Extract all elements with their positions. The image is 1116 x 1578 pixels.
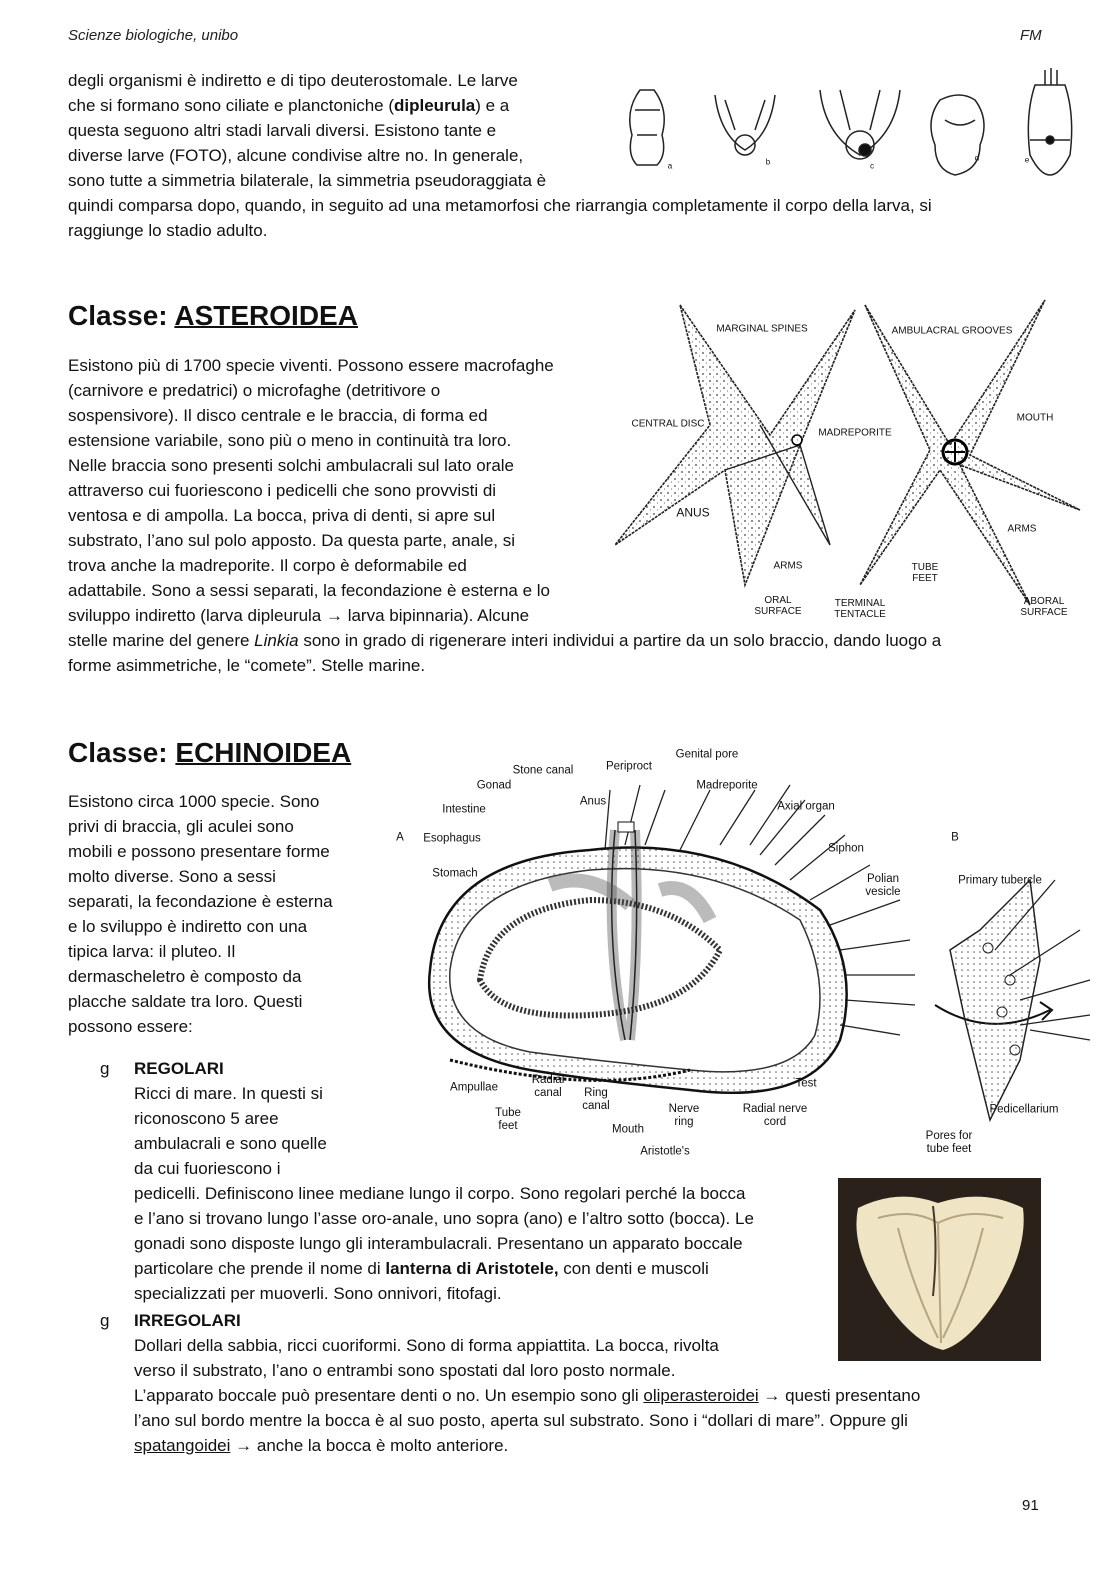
label-polian-vesicle: Polian vesicle bbox=[865, 873, 901, 898]
label-ambulacral-grooves: AMBULACRAL GROOVES bbox=[891, 325, 1013, 337]
echinoidea-paragraph bbox=[68, 789, 333, 1039]
text-line: dermascheletro è composto da bbox=[68, 967, 302, 986]
text-segment: particolare che prende il nome di bbox=[134, 1259, 386, 1278]
text-line: tipica larva: il pluteo. Il bbox=[68, 942, 236, 961]
text-line: quindi comparsa dopo, quando, in seguito ad una metamorfosi che riarrangia completamente il corpo della larva, si bbox=[68, 196, 932, 215]
label-genital-pore: Genital pore bbox=[675, 748, 739, 761]
text-line: privi di braccia, gli aculei sono bbox=[68, 817, 294, 836]
text-line: trova anche la madreporite. Il corpo è deformabile ed bbox=[68, 556, 467, 575]
page-number: 91 bbox=[1022, 1497, 1039, 1514]
text-line: specializzati per muoverli. Sono onnivori, fitofagi. bbox=[134, 1284, 502, 1303]
text-line: degli organismi è indiretto e di tipo deuterostomale. Le larve bbox=[68, 71, 518, 90]
label-axial-organ: Axial organ bbox=[777, 800, 835, 813]
label-primary-tubercle: Primary tubercle bbox=[958, 874, 1042, 887]
heading-class-name: ASTEROIDEA bbox=[174, 300, 358, 331]
text-line: Nelle braccia sono presenti solchi ambulacrali sul lato orale bbox=[68, 456, 515, 475]
label-marginal-spines: MARGINAL SPINES bbox=[716, 323, 808, 335]
label-tube-feet: TUBE FEET bbox=[911, 562, 939, 584]
text-line: da cui fuoriescono i bbox=[134, 1159, 281, 1178]
text-segment: ) e a bbox=[475, 96, 510, 115]
text-line: diverse larve (FOTO), alcune condivise altre no. In generale, bbox=[68, 146, 524, 165]
text-line: e lo sviluppo è indiretto con una bbox=[68, 917, 308, 936]
text-line: attraverso cui fuoriescono i pedicelli che sono provvisti di bbox=[68, 481, 497, 500]
label-madreporite: MADREPORITE bbox=[818, 427, 892, 439]
larva-label-b: b bbox=[765, 157, 771, 167]
heading-prefix: Classe: bbox=[68, 737, 176, 768]
text-line bbox=[134, 1256, 754, 1281]
text-line: l’ano sul bordo mentre la bocca è al suo posto, aperta sul substrato. Sono i “dollari di mare”. Oppure gli bbox=[134, 1411, 908, 1430]
aristotles-lantern-photo bbox=[838, 1178, 1041, 1361]
label-anus: ANUS bbox=[676, 505, 710, 520]
label-aboral-surface: ABORAL SURFACE bbox=[1020, 596, 1068, 618]
label-esophagus: Esophagus bbox=[423, 832, 481, 845]
text-line: molto diverse. Sono a sessi bbox=[68, 867, 276, 886]
list-item-title bbox=[68, 1308, 920, 1333]
label-pedicellarium: Pedicellarium bbox=[989, 1103, 1059, 1116]
text-segment: stelle marine del genere bbox=[68, 631, 255, 650]
larva-label-c: c bbox=[870, 161, 874, 171]
label-mouth: Mouth bbox=[612, 1123, 644, 1136]
underlined-term: spatangoidei bbox=[134, 1436, 231, 1455]
label-panel-a: A bbox=[396, 831, 404, 844]
label-intestine: Intestine bbox=[442, 803, 486, 816]
regolari-title: REGOLARI bbox=[134, 1059, 224, 1078]
text-segment: L’apparato boccale può presentare denti o no. Un esempio sono gli bbox=[134, 1386, 644, 1405]
label-pores-for-tube-feet: Pores for tube feet bbox=[925, 1130, 973, 1155]
bullet-icon: g bbox=[100, 1311, 110, 1330]
text-segment: sono in grado di rigenerare interi individui a partire da un solo braccio, dando luogo a bbox=[298, 631, 942, 650]
label-central-disc: CENTRAL DISC bbox=[631, 418, 705, 430]
text-line: adattabile. Sono a sessi separati, la fecondazione è esterna e lo bbox=[68, 581, 550, 600]
text-line: forme asimmetriche, le “comete”. Stelle marine. bbox=[68, 656, 426, 675]
label-stone-canal: Stone canal bbox=[512, 764, 574, 777]
underlined-term: oliperasteroidei bbox=[643, 1386, 759, 1405]
larva-label-a: a bbox=[667, 161, 673, 171]
sea-urchin-anatomy-figure bbox=[390, 740, 1110, 1160]
text-line bbox=[68, 628, 941, 653]
text-segment: → questi presentano bbox=[758, 1386, 921, 1405]
label-panel-b: B bbox=[951, 831, 959, 844]
text-line bbox=[134, 1383, 920, 1408]
irregolari-title: IRREGOLARI bbox=[134, 1311, 241, 1330]
text-line: Ricci di mare. In questi si bbox=[134, 1084, 323, 1103]
label-terminal-tentacle: TERMINAL TENTACLE bbox=[834, 598, 886, 620]
bullet-icon: g bbox=[100, 1059, 110, 1078]
heading-class-name: ECHINOIDEA bbox=[175, 737, 352, 768]
text-line: placche saldate tra loro. Questi bbox=[68, 992, 303, 1011]
label-gonad: Gonad bbox=[476, 779, 512, 792]
label-ring-canal: Ring canal bbox=[582, 1087, 610, 1112]
label-anus: Anus bbox=[579, 795, 607, 808]
echinoidea-heading bbox=[68, 737, 351, 769]
label-ampullae: Ampullae bbox=[450, 1081, 498, 1094]
text-line: Esistono circa 1000 specie. Sono bbox=[68, 792, 320, 811]
text-line: Dollari della sabbia, ricci cuoriformi. Sono di forma appiattita. La bocca, rivolta bbox=[134, 1336, 719, 1355]
label-oral-surface: ORAL SURFACE bbox=[754, 595, 802, 617]
label-test: Test bbox=[795, 1077, 817, 1090]
label-madreporite: Madreporite bbox=[696, 779, 758, 792]
italic-term: Linkia bbox=[254, 631, 299, 650]
text-line: ventosa e di ampolla. La bocca, priva di denti, si apre sul bbox=[68, 506, 496, 525]
label-tube-feet: Tube feet bbox=[495, 1107, 521, 1132]
irregolari-text bbox=[68, 1333, 920, 1458]
heading-prefix: Classe: bbox=[68, 300, 175, 331]
text-segment: che si formano sono ciliate e planctoniche ( bbox=[68, 96, 395, 115]
text-line: questa seguono altri stadi larvali diversi. Esistono tante e bbox=[68, 121, 497, 140]
text-line: riconoscono 5 aree bbox=[134, 1109, 279, 1128]
text-segment: → anche la bocca è molto anteriore. bbox=[230, 1436, 509, 1455]
text-line: ambulacrali e sono quelle bbox=[134, 1134, 327, 1153]
starfish-aboral bbox=[860, 300, 1080, 605]
starfish-figure bbox=[610, 295, 1090, 625]
label-stomach: Stomach bbox=[432, 867, 478, 880]
label-arms-aboral: ARMS bbox=[1007, 523, 1037, 535]
text-line: sono tutte a simmetria bilaterale, la simmetria pseudoraggiata è bbox=[68, 171, 547, 190]
text-segment: con denti e muscoli bbox=[558, 1259, 709, 1278]
label-arms-oral: ARMS bbox=[773, 560, 803, 572]
text-line: mobili e possono presentare forme bbox=[68, 842, 330, 861]
starfish-oral bbox=[615, 305, 855, 585]
label-nerve-ring: Nerve ring bbox=[668, 1103, 700, 1128]
text-line: estensione variabile, sono più o meno in continuità tra loro. bbox=[68, 431, 512, 450]
bold-term: dipleurula bbox=[394, 96, 476, 115]
label-siphon: Siphon bbox=[828, 842, 864, 855]
header-initials: FM bbox=[1020, 27, 1042, 44]
text-line bbox=[134, 1433, 920, 1458]
text-line: sviluppo indiretto (larva dipleurula → larva bipinnaria). Alcune bbox=[68, 606, 530, 625]
text-line: pedicelli. Definiscono linee mediane lungo il corpo. Sono regolari perché la bocca bbox=[134, 1184, 746, 1203]
text-line: separati, la fecondazione è esterna bbox=[68, 892, 333, 911]
label-radial-canal: Radial canal bbox=[531, 1074, 565, 1099]
bold-term: lanterna di Aristotele, bbox=[385, 1259, 559, 1278]
text-line: possono essere: bbox=[68, 1017, 193, 1036]
list-item-irregolari bbox=[68, 1308, 920, 1458]
text-line: verso il substrato, l’ano o entrambi sono spostati dal loro posto normale. bbox=[134, 1361, 676, 1380]
larvae-figure bbox=[615, 65, 1085, 185]
text-line: gonadi sono disposte lungo gli interambulacrali. Presentano un apparato boccale bbox=[134, 1234, 743, 1253]
label-periproct: Periproct bbox=[605, 760, 653, 773]
label-mouth: MOUTH bbox=[1016, 412, 1054, 424]
header-course: Scienze biologiche, unibo bbox=[68, 27, 239, 44]
text-line: sospensivore). Il disco centrale e le braccia, di forma ed bbox=[68, 406, 488, 425]
label-radial-nerve-cord: Radial nerve cord bbox=[742, 1103, 808, 1128]
text-line: (carnivore e predatrici) o microfaghe (detritivore o bbox=[68, 381, 441, 400]
text-line: Esistono più di 1700 specie viventi. Possono essere macrofaghe bbox=[68, 356, 554, 375]
text-line: e l’ano si trovano lungo l’asse oro-anale, uno sopra (ano) e l’altro sotto (bocca). Le bbox=[134, 1209, 754, 1228]
label-aristotles-lantern: Aristotle's bbox=[640, 1145, 690, 1158]
larva-label-e: e bbox=[1024, 155, 1030, 165]
text-line: raggiunge lo stadio adulto. bbox=[68, 221, 268, 240]
larva-label-d: d bbox=[974, 153, 980, 163]
asteroidea-heading bbox=[68, 300, 358, 332]
text-line: substrato, l’ano sul polo apposto. Da questa parte, anale, si bbox=[68, 531, 516, 550]
